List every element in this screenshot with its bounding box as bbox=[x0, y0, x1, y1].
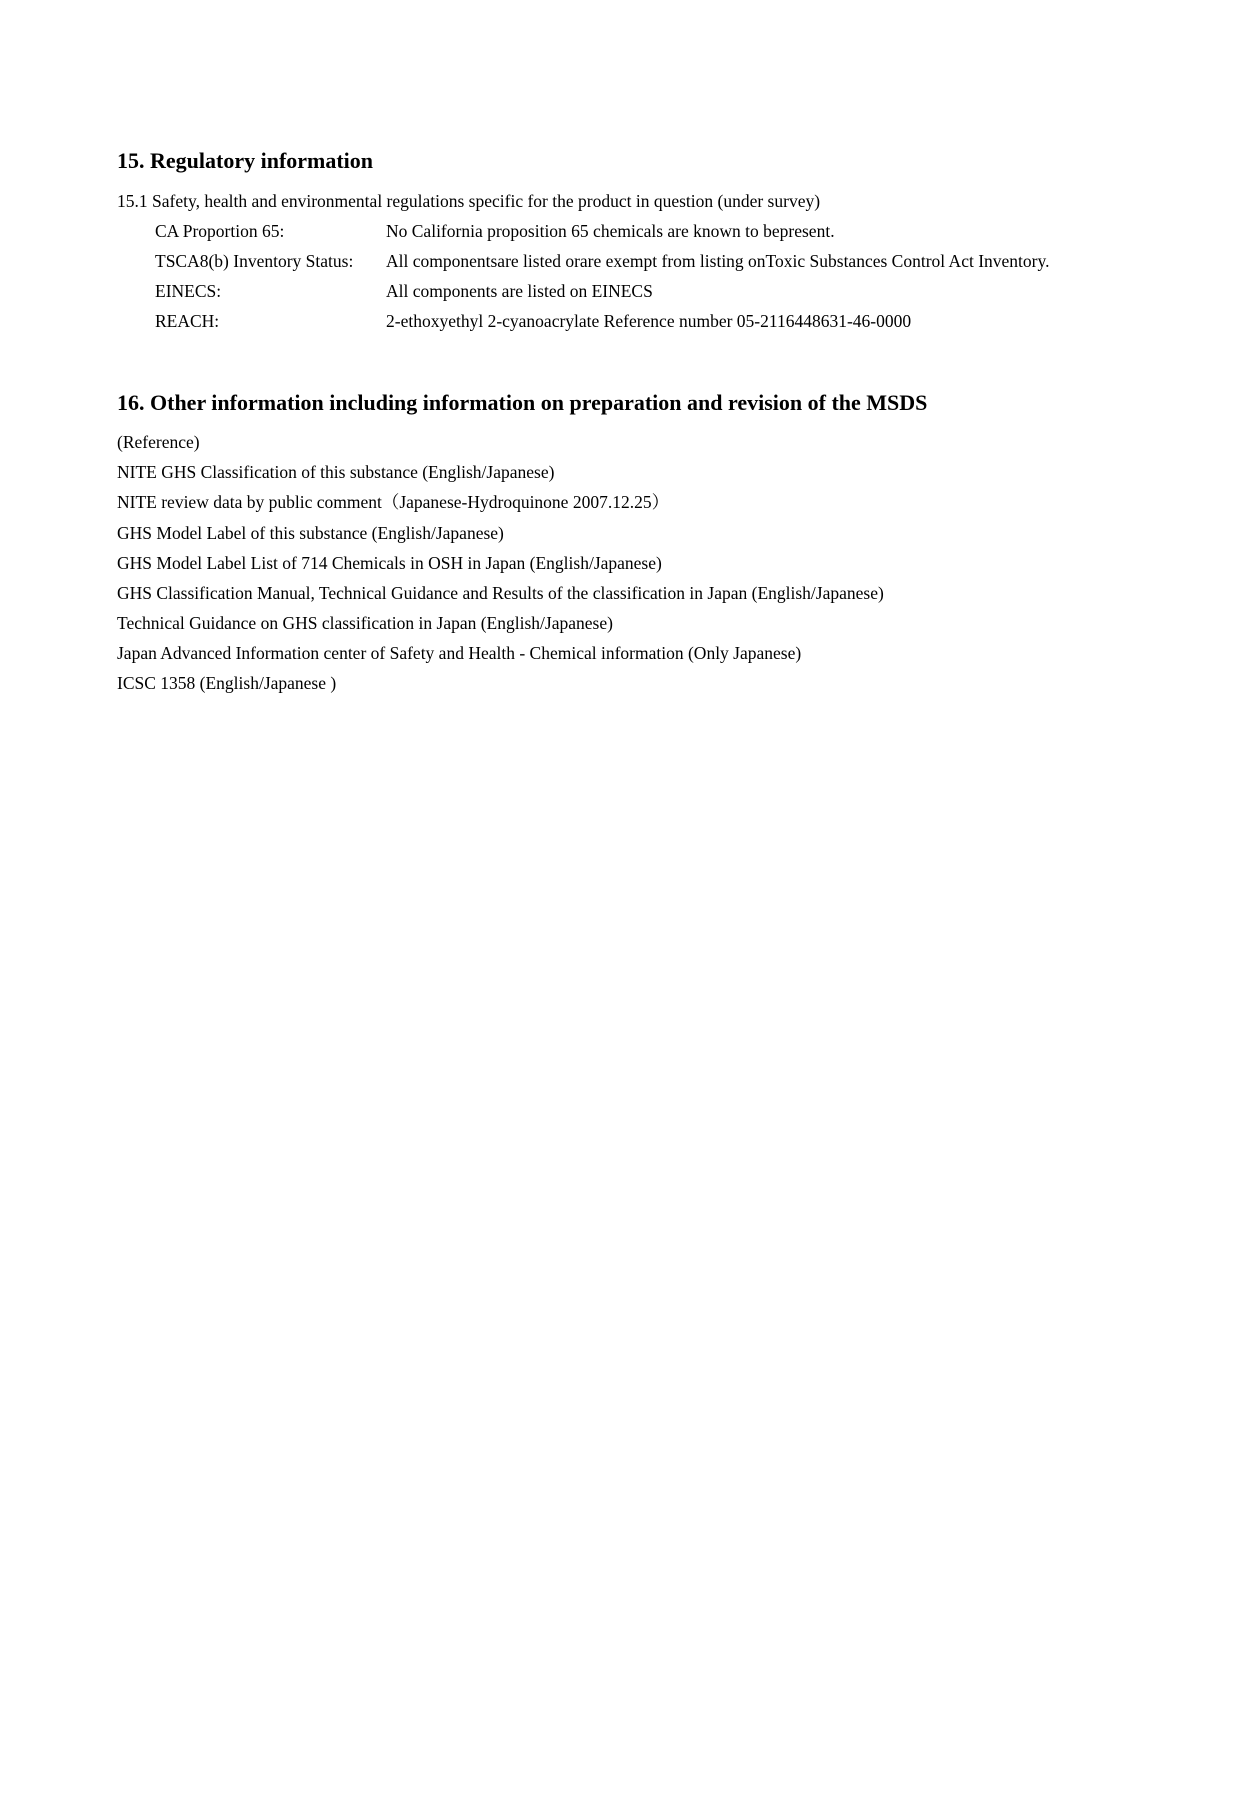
reference-line: GHS Classification Manual, Technical Guidance and Results of the classification in Japan (English/Japanese) bbox=[117, 583, 884, 603]
section-15-subheading: 15.1 Safety, health and environmental regulations specific for the product in question (under survey) bbox=[117, 191, 821, 211]
reg-label: TSCA8(b) Inventory Status: bbox=[155, 251, 354, 271]
reference-line: ICSC 1358 (English/Japanese ) bbox=[117, 673, 337, 693]
reg-label: EINECS: bbox=[155, 281, 222, 301]
reg-value: 2-ethoxyethyl 2-cyanoacrylate Reference number 05-2116448631-46-0000 bbox=[386, 311, 912, 331]
reference-line: GHS Model Label List of 714 Chemicals in OSH in Japan (English/Japanese) bbox=[117, 553, 662, 573]
reg-value: All components are listed on EINECS bbox=[386, 281, 653, 301]
reg-value: All componentsare listed orare exempt from listing onToxic Substances Control Act Inventory. bbox=[386, 251, 1050, 271]
section-15-heading: 15. Regulatory information bbox=[117, 148, 374, 173]
reg-value: No California proposition 65 chemicals are known to bepresent. bbox=[386, 221, 835, 241]
section-16-heading: 16. Other information including information on preparation and revision of the MSDS bbox=[117, 390, 928, 415]
reference-line: NITE GHS Classification of this substance (English/Japanese) bbox=[117, 462, 555, 482]
reference-line: (Reference) bbox=[117, 432, 200, 452]
reg-label: CA Proportion 65: bbox=[155, 221, 285, 241]
reference-line: NITE review data by public comment（Japanese-Hydroquinone 2007.12.25） bbox=[117, 492, 670, 512]
reference-line: Technical Guidance on GHS classification in Japan (English/Japanese) bbox=[117, 613, 613, 633]
reg-label: REACH: bbox=[155, 311, 220, 331]
reference-line: GHS Model Label of this substance (English/Japanese) bbox=[117, 523, 504, 543]
reference-line: Japan Advanced Information center of Safety and Health - Chemical information (Only Japanese) bbox=[117, 643, 802, 663]
